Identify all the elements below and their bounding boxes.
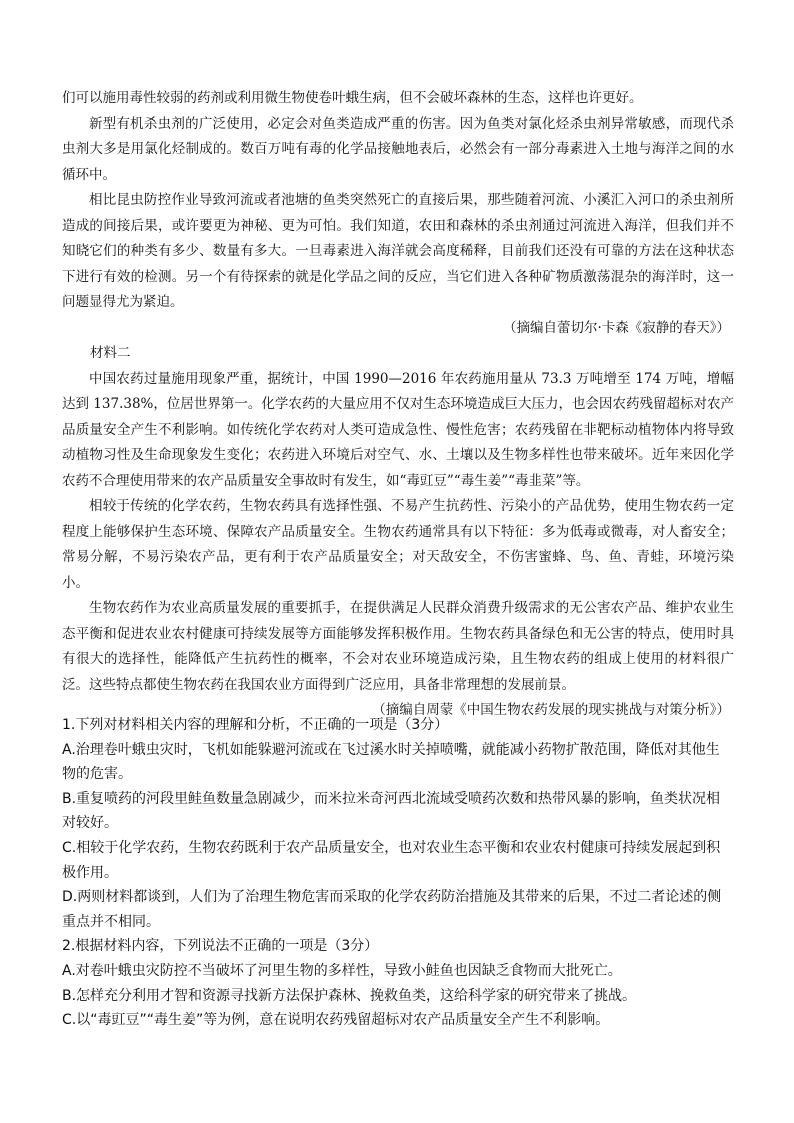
- material2-paragraph-1: 中国农药过量施用现象严重，据统计，中国 1990—2016 年农药施用量从 73.3 万吨增至 174 万吨，增幅达到 137.38%，位居世界第一。化学农药的大量应用不仅对生态环境造成巨大压力，也会因农药残留超标对农产品质量安全产生不利影响。如传统化学农药对人类可造成急性、慢性危害；农药残留在非靶标动植物体内将导致动植物习性及生命现象发生变化；农药进入环境后对空气、水、土壤以及生物多样性也带来破坏。近年来因化学农药不合理使用带来的农产品质量安全事故时有发生，如“毒豇豆”“毒生姜”“毒韭菜”等。: [62, 370, 734, 489]
- material2-paragraph-3: 生物农药作为农业高质量发展的重要抓手，在提供满足人民群众消费升级需求的无公害农产品、维护农业生态平衡和促进农业农村健康可持续发展等方面能够发挥积极作用。生物农药具备绿色和无公害的特点，使用时具有很大的选择性，能降低产生抗药性的概率，不会对农业环境造成污染，且生物农药的组成上使用的材料很广泛。这些特点都使生物农药在我国农业方面得到广泛应用，具备非常理想的发展前景。: [62, 600, 734, 693]
- material1-paragraph-1: 们可以施用毒性较弱的药剂或利用微生物使卷叶蛾生病，但不会破坏森林的生态，这样也许更好。: [62, 90, 643, 106]
- question-1-option-d: D.两则材料都谈到，人们为了治理生物危害而采取的化学农药防治措施及其带来的后果，不过二者论述的侧重点并不相同。: [62, 889, 722, 930]
- material2-paragraph-2: 相较于传统的化学农药，生物农药具有选择性强、不易产生抗药性、污染小的产品优势，使用生物农药一定程度上能够保护生态环境、保障农产品质量安全。生物农药通常具有以下特征：多为低毒或微毒，对人畜安全；常易分解，不易污染农产品，更有利于农产品质量安全；对天敌安全，不伤害蜜蜂、鸟、鱼、青蛙，环境污染小。: [62, 498, 734, 591]
- reading-passage: [62, 86, 734, 724]
- question-1-option-c: C.相较于化学农药，生物农药既利于农产品质量安全，也对农业生态平衡和农业农村健康可持续发展起到积极作用。: [62, 839, 721, 881]
- material1-paragraph-3: 相比昆虫防控作业导致河流或者池塘的鱼类突然死亡的直接后果，那些随着河流、小溪汇入河口的杀虫剂所造成的间接后果，或许要更为神秘、更为可怕。我们知道，农田和森林的杀虫剂通过河流进入海洋，但我们并不知晓它们的种类有多少、数量有多大。一旦毒素进入海洋就会高度稀释，目前我们还没有可靠的方法在这种状态下进行有效的检测。另一个有待探索的就是化学品之间的反应，当它们进入各种矿物质激荡混杂的海洋时，这一问题显得尤为紧迫。: [62, 192, 734, 310]
- material2-source: （摘编自周蒙《中国生物农药发展的现实挑战与对策分析》）: [372, 702, 730, 718]
- question-2-option-c: C.以“毒豇豆”“毒生姜”等为例，意在说明农药残留超标对农产品质量安全产生不利影响。: [62, 1012, 610, 1029]
- question-1-stem: 1.下列对材料相关内容的理解和分析，不正确的一项是（3分）: [62, 717, 449, 733]
- question-1-option-b: B.重复喷药的河段里鲑鱼数量急剧减少，而米拉米奇河西北流域受喷药次数和热带风暴的影响，鱼类状况相对较好。: [62, 790, 721, 832]
- material1-source: （摘编自蕾切尔·卡森《寂静的春天》）: [502, 319, 730, 336]
- material2-label: 材料二: [90, 345, 131, 361]
- question-2-stem: 2.根据材料内容，下列说法不正确的一项是（3分）: [62, 938, 379, 955]
- question-2-option-b: B.怎样充分利用才智和资源寻找新方法保护森林、挽救鱼类，这给科学家的研究带来了挑战。: [62, 987, 637, 1004]
- questions-section: [62, 713, 726, 1033]
- question-1-option-a: A.治理卷叶蛾虫灾时，飞机如能躲避河流或在飞过溪水时关掉喷嘴，就能减小药物扩散范围，降低对其他生物的危害。: [62, 741, 720, 783]
- material1-paragraph-2: 新型有机杀虫剂的广泛使用，必定会对鱼类造成严重的伤害。因为鱼类对氯化烃杀虫剂异常敏感，而现代杀虫剂大多是用氯化烃制成的。数百万吨有毒的化学品接触地表后，必然会有一部分毒素进入土地与海洋之间的水循环中。: [62, 115, 734, 183]
- question-2-option-a: A.对卷叶蛾虫灾防控不当破坏了河里生物的多样性，导致小鲑鱼也因缺乏食物而大批死亡。: [62, 962, 622, 979]
